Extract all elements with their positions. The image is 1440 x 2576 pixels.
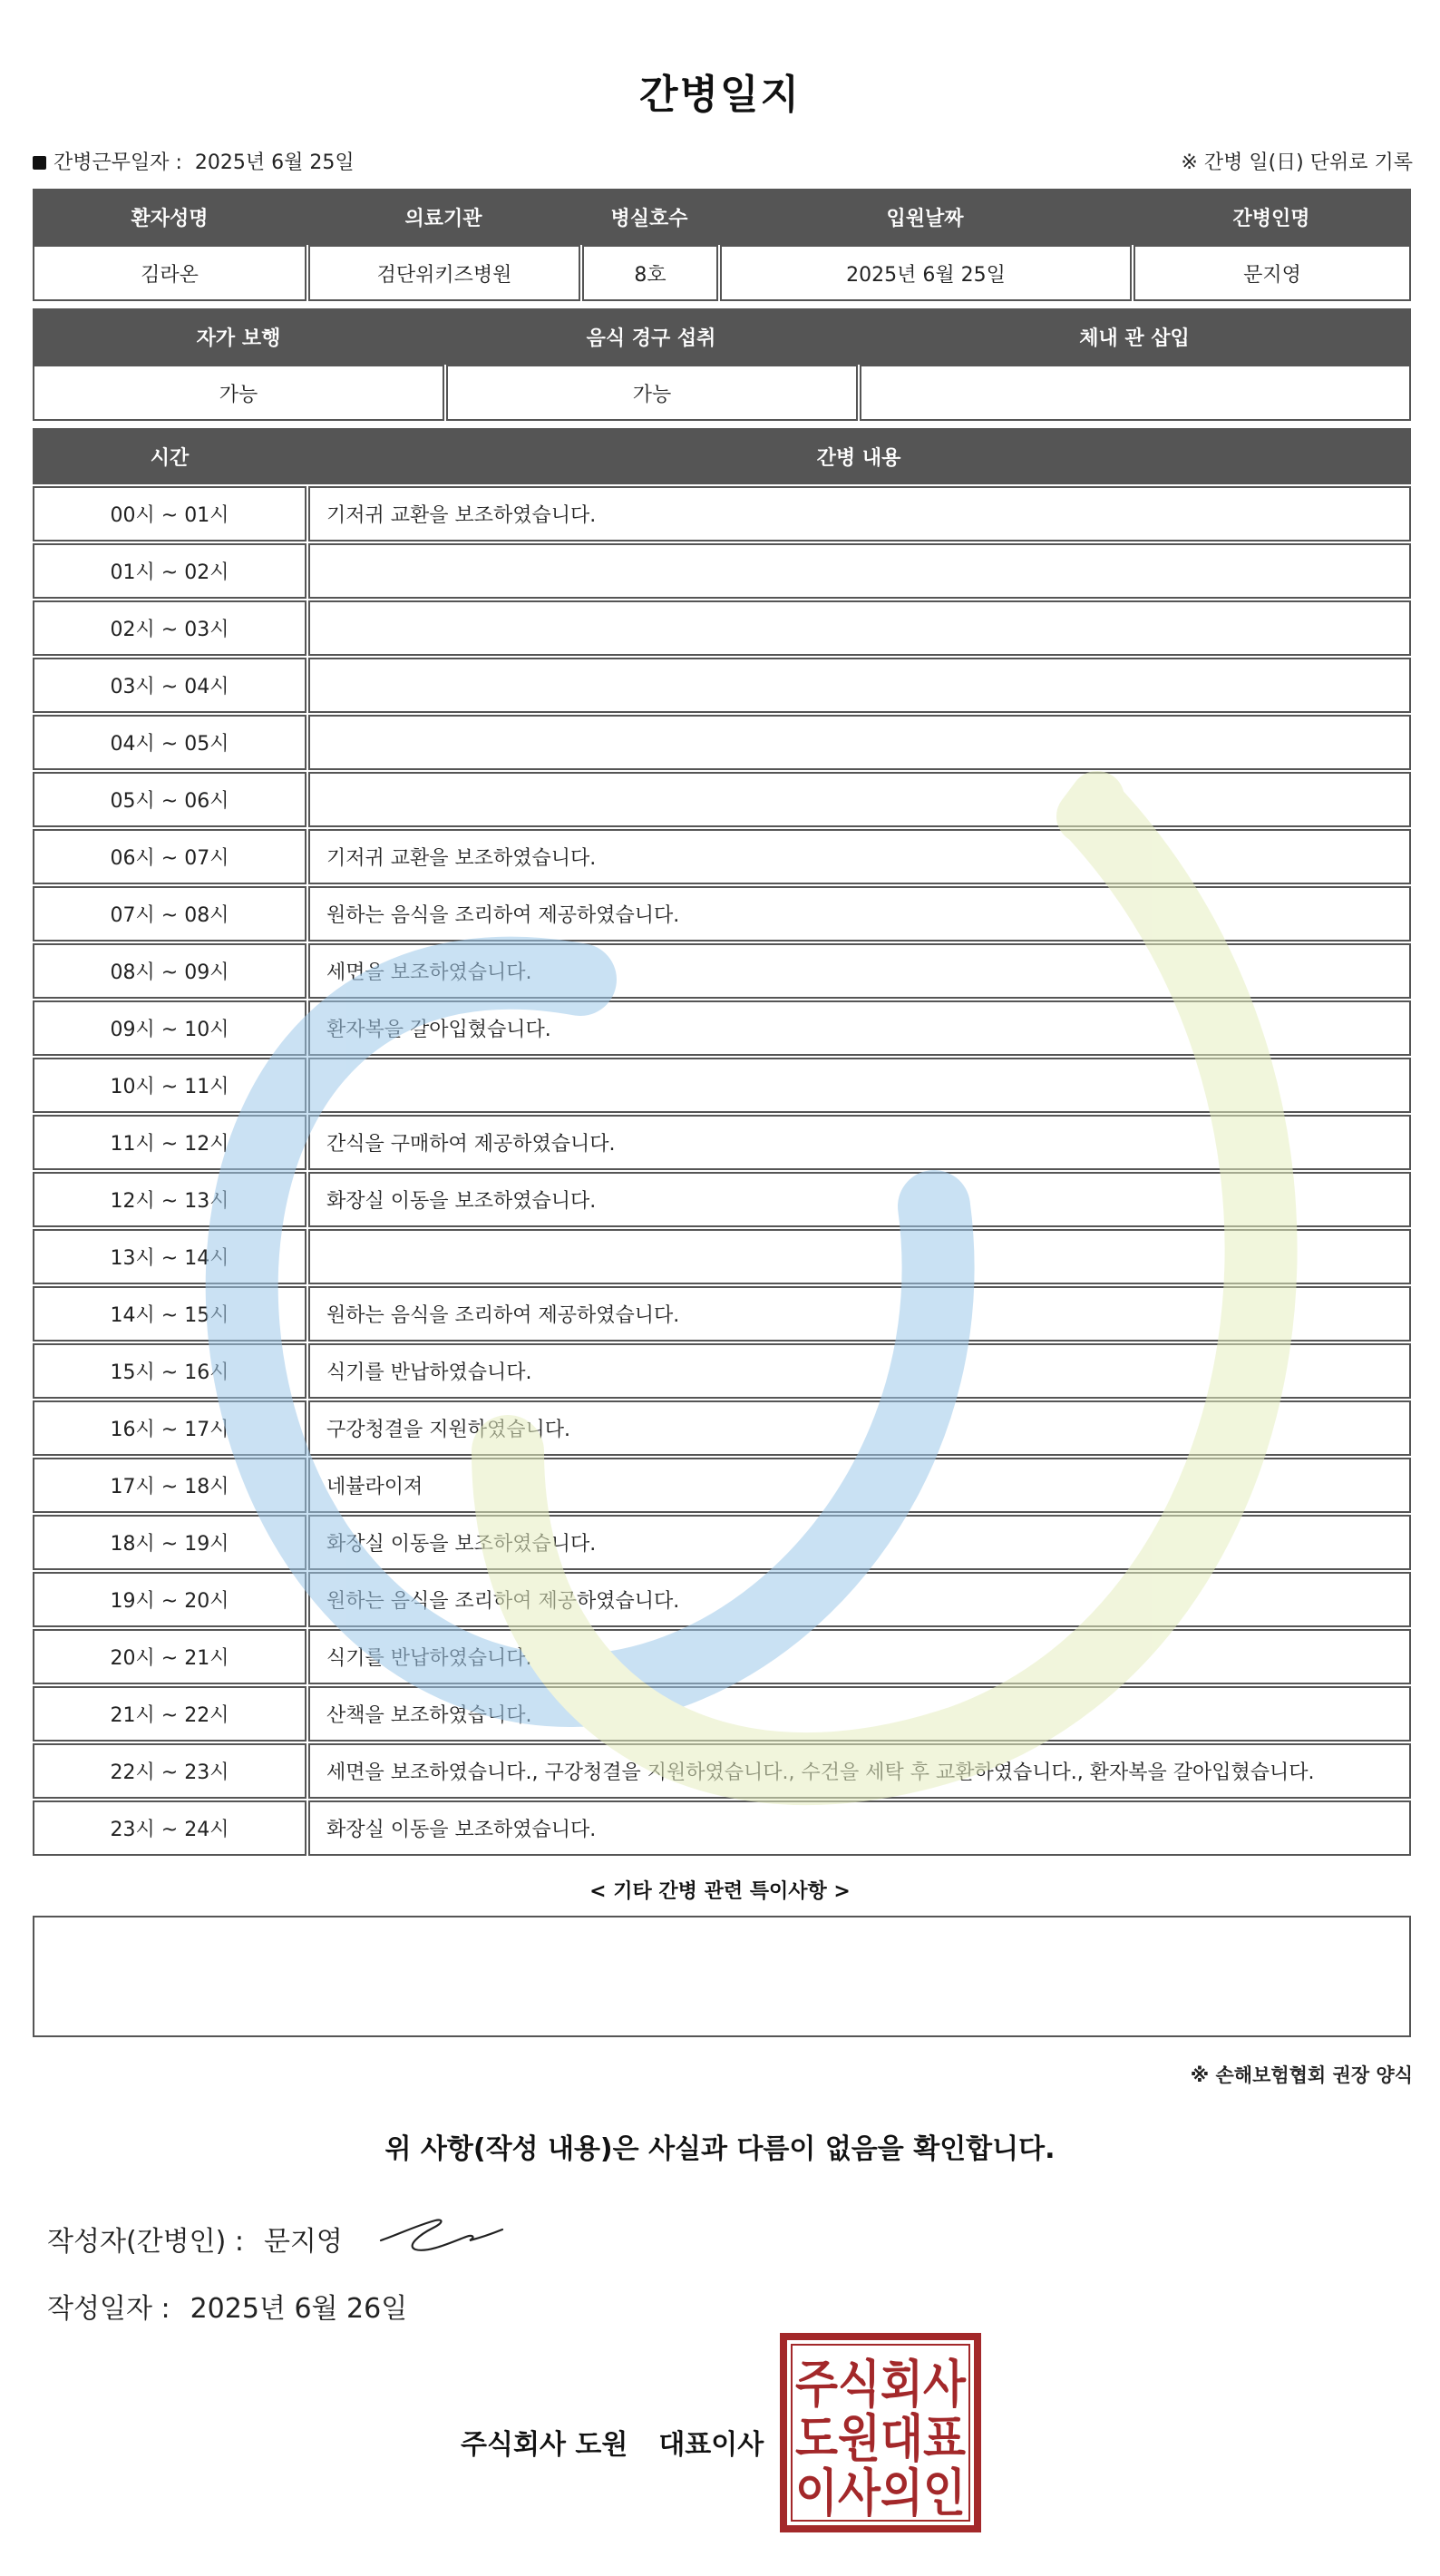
company-line: [461, 2422, 764, 2462]
row-time: 22시 ~ 23시: [33, 1743, 306, 1799]
table-row: [33, 543, 1411, 600]
write-date-value: 2025년 6월 26일: [190, 2293, 408, 2325]
room-number: 8호: [582, 245, 718, 301]
row-content: [308, 772, 1411, 827]
row-content: 산책을 보조하였습니다.: [308, 1686, 1411, 1742]
stamp-line: 도원대표: [795, 2410, 966, 2469]
table-row: [33, 1343, 1411, 1400]
company-seal-icon: [780, 2333, 981, 2532]
log-table-rows: [33, 486, 1411, 1858]
table-row: [33, 658, 1411, 715]
work-date-value: 2025년 6월 25일: [194, 151, 355, 174]
header-oral-intake: 음식 경구 섭취: [586, 327, 716, 350]
row-content: 환자복을 갈아입혔습니다.: [308, 1000, 1411, 1056]
table-row: [33, 1229, 1411, 1286]
write-date-line: [47, 2286, 407, 2326]
row-content: 기저귀 교환을 보조하였습니다.: [308, 486, 1411, 542]
table-row: [33, 1000, 1411, 1058]
row-time: 10시 ~ 11시: [33, 1058, 306, 1113]
table-row: [33, 886, 1411, 943]
table-row: [33, 829, 1411, 886]
signature-icon: [379, 2210, 506, 2260]
row-time: 06시 ~ 07시: [33, 829, 306, 884]
confirm-text: 위 사항(작성 내용)은 사실과 다름이 없음을 확인합니다.: [384, 2133, 1056, 2165]
patient-table-header: [33, 189, 1411, 245]
company-role: 대표이사: [658, 2429, 764, 2461]
row-time: 19시 ~ 20시: [33, 1572, 306, 1627]
table-row: [33, 1515, 1411, 1572]
patient-name: 김라온: [33, 245, 306, 301]
table-row: [33, 1458, 1411, 1515]
header-time: 시간: [150, 446, 190, 470]
row-time: 11시 ~ 12시: [33, 1115, 306, 1170]
header-patient-name: 환자성명: [131, 207, 209, 230]
header-room: 병실호수: [610, 207, 688, 230]
header-self-walking: 자가 보행: [196, 327, 281, 350]
self-walking-value: 가능: [33, 365, 444, 421]
table-row: [33, 600, 1411, 658]
table-row: [33, 1400, 1411, 1458]
log-table-header: [33, 428, 1411, 484]
row-time: 20시 ~ 21시: [33, 1629, 306, 1684]
stamp-line: 주식회사: [795, 2356, 967, 2415]
table-row: [33, 1686, 1411, 1743]
status-table-values: [33, 365, 1411, 421]
table-row: [33, 1286, 1411, 1343]
row-content: 화장실 이동을 보조하였습니다.: [308, 1172, 1411, 1227]
table-row: [33, 486, 1411, 543]
row-time: 07시 ~ 08시: [33, 886, 306, 942]
table-row: [33, 1743, 1411, 1800]
row-content: [308, 658, 1411, 713]
row-content: [308, 715, 1411, 770]
patient-table-values: [33, 245, 1411, 301]
table-row: [33, 1058, 1411, 1115]
writer-line: [47, 2219, 343, 2259]
row-content: 세면을 보조하였습니다., 구강청결을 지원하였습니다., 수건을 세탁 후 교환하였습니다., 환자복을 갈아입혔습니다.: [308, 1743, 1411, 1799]
admission-date: 2025년 6월 25일: [720, 245, 1132, 301]
work-date-label: 간병근무일자 :: [54, 151, 182, 174]
other-notes-label: < 기타 간병 관련 특이사항 >: [589, 1880, 851, 1903]
row-content: 화장실 이동을 보조하였습니다.: [308, 1800, 1411, 1856]
square-bullet-icon: [33, 156, 46, 170]
row-time: 08시 ~ 09시: [33, 943, 306, 999]
row-content: 기저귀 교환을 보조하였습니다.: [308, 829, 1411, 884]
other-notes-box: [33, 1916, 1411, 2037]
row-time: 09시 ~ 10시: [33, 1000, 306, 1056]
header-care-content: 간병 내용: [816, 446, 901, 470]
row-time: 23시 ~ 24시: [33, 1800, 306, 1856]
table-row: [33, 772, 1411, 829]
row-time: 16시 ~ 17시: [33, 1400, 306, 1456]
row-time: 17시 ~ 18시: [33, 1458, 306, 1513]
company-name: 주식회사 도원: [461, 2429, 628, 2461]
row-content: [308, 1229, 1411, 1284]
header-caregiver: 간병인명: [1232, 207, 1310, 230]
row-time: 12시 ~ 13시: [33, 1172, 306, 1227]
table-row: [33, 1800, 1411, 1858]
work-date: [33, 147, 355, 175]
oral-intake-value: 가능: [446, 365, 858, 421]
table-row: [33, 1572, 1411, 1629]
table-row: [33, 1172, 1411, 1229]
page-title: 간병일지: [638, 72, 801, 118]
row-time: 13시 ~ 14시: [33, 1229, 306, 1284]
write-date-label: 작성일자 :: [47, 2293, 170, 2325]
row-content: 원하는 음식을 조리하여 제공하였습니다.: [308, 886, 1411, 942]
caregiver-name: 문지영: [1134, 245, 1411, 301]
row-time: 01시 ~ 02시: [33, 543, 306, 599]
row-content: 화장실 이동을 보조하였습니다.: [308, 1515, 1411, 1570]
hospital-name: 검단위키즈병원: [308, 245, 580, 301]
row-time: 03시 ~ 04시: [33, 658, 306, 713]
row-time: 05시 ~ 06시: [33, 772, 306, 827]
recommend-note: ※ 손해보험협회 권장 양식: [1190, 2064, 1413, 2086]
row-time: 14시 ~ 15시: [33, 1286, 306, 1342]
row-content: [308, 1058, 1411, 1113]
table-row: [33, 1629, 1411, 1686]
row-content: 네뷸라이져: [308, 1458, 1411, 1513]
row-content: 간식을 구매하여 제공하였습니다.: [308, 1115, 1411, 1170]
row-time: 02시 ~ 03시: [33, 600, 306, 656]
table-row: [33, 715, 1411, 772]
row-content: 세면을 보조하였습니다.: [308, 943, 1411, 999]
header-tube-insertion: 체내 관 삽입: [1079, 327, 1190, 350]
tube-insertion-value: [860, 365, 1411, 421]
writer-label: 작성자(간병인) :: [47, 2226, 244, 2258]
row-content: 식기를 반납하였습니다.: [308, 1343, 1411, 1399]
row-time: 18시 ~ 19시: [33, 1515, 306, 1570]
row-content: 원하는 음식을 조리하여 제공하였습니다.: [308, 1286, 1411, 1342]
writer-name: 문지영: [263, 2226, 343, 2258]
row-content: [308, 543, 1411, 599]
row-content: 식기를 반납하였습니다.: [308, 1629, 1411, 1684]
row-time: 04시 ~ 05시: [33, 715, 306, 770]
row-content: 구강청결을 지원하였습니다.: [308, 1400, 1411, 1456]
table-row: [33, 1115, 1411, 1172]
header-hospital: 의료기관: [404, 207, 482, 230]
row-content: 원하는 음식을 조리하여 제공하였습니다.: [308, 1572, 1411, 1627]
row-time: 15시 ~ 16시: [33, 1343, 306, 1399]
status-table-header: [33, 308, 1411, 365]
row-time: 00시 ~ 01시: [33, 486, 306, 542]
row-time: 21시 ~ 22시: [33, 1686, 306, 1742]
table-row: [33, 943, 1411, 1000]
header-admission-date: 입원날짜: [886, 207, 964, 230]
stamp-line: 이사의인: [795, 2464, 966, 2523]
unit-note: ※ 간병 일(日) 단위로 기록: [1181, 151, 1413, 174]
row-content: [308, 600, 1411, 656]
